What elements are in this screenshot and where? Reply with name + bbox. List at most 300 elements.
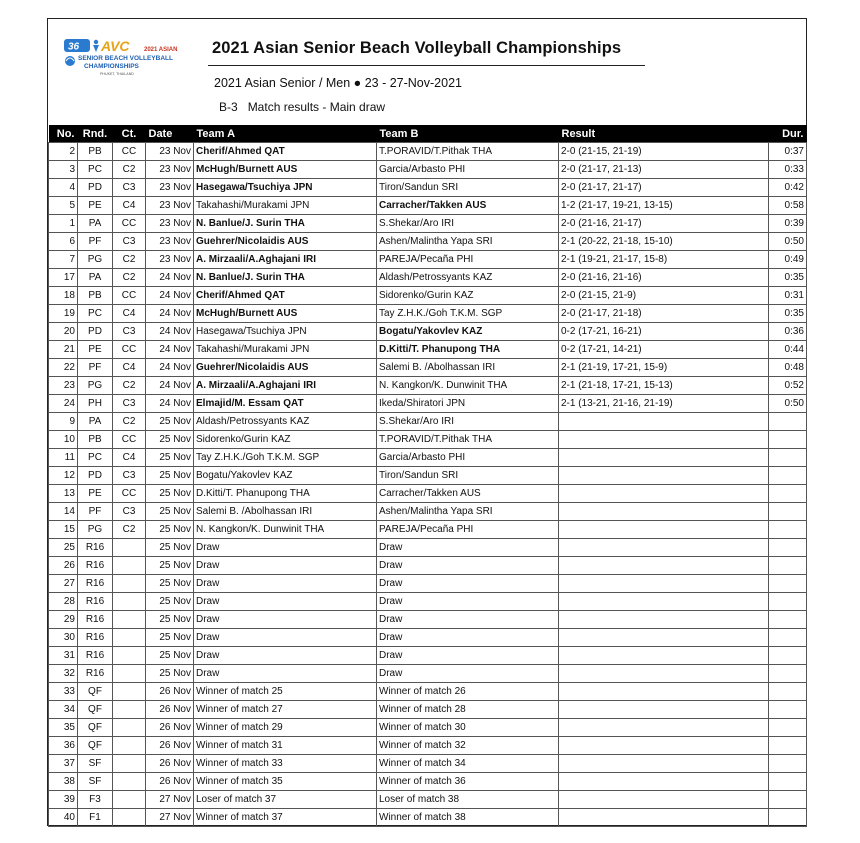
table-row: [49, 215, 807, 233]
logo-year-text: 2021 ASIAN: [144, 47, 178, 53]
result-cell: 2-0 (21-16, 21-17): [559, 215, 769, 233]
duration-cell: [769, 629, 807, 647]
table-row: [49, 683, 807, 701]
duration-cell: [769, 611, 807, 629]
team-b-cell: PAREJA/Pecaña PHI: [377, 521, 559, 539]
match-number-cell: 12: [49, 467, 78, 485]
match-number-cell: 23: [49, 377, 78, 395]
court-cell: C3: [113, 395, 146, 413]
team-b-cell: Winner of match 38: [377, 809, 559, 827]
round-cell: PG: [78, 377, 113, 395]
result-cell: [559, 755, 769, 773]
court-cell: [113, 611, 146, 629]
team-a-cell: McHugh/Burnett AUS: [194, 161, 377, 179]
team-b-cell: Winner of match 32: [377, 737, 559, 755]
result-cell: [559, 593, 769, 611]
round-cell: R16: [78, 647, 113, 665]
match-number-cell: 13: [49, 485, 78, 503]
team-b-cell: Salemi B. /Abolhassan IRI: [377, 359, 559, 377]
table-row: [49, 737, 807, 755]
duration-cell: 0:33: [769, 161, 807, 179]
duration-cell: [769, 683, 807, 701]
date-cell: 25 Nov: [146, 467, 194, 485]
court-cell: [113, 575, 146, 593]
table-row: [49, 233, 807, 251]
date-cell: 26 Nov: [146, 773, 194, 791]
round-cell: PD: [78, 179, 113, 197]
match-results-table: [48, 125, 807, 827]
duration-cell: [769, 485, 807, 503]
result-cell: [559, 413, 769, 431]
duration-cell: [769, 521, 807, 539]
team-b-cell: Carracher/Takken AUS: [377, 197, 559, 215]
date-cell: 23 Nov: [146, 143, 194, 161]
duration-cell: 0:39: [769, 215, 807, 233]
team-a-cell: Aldash/Petrossyants KAZ: [194, 413, 377, 431]
court-cell: [113, 755, 146, 773]
match-number-cell: 29: [49, 611, 78, 629]
date-cell: 25 Nov: [146, 611, 194, 629]
table-row: [49, 575, 807, 593]
round-cell: PF: [78, 503, 113, 521]
table-row: [49, 503, 807, 521]
team-a-cell: Cherif/Ahmed QAT: [194, 143, 377, 161]
table-row: [49, 719, 807, 737]
table-row: [49, 377, 807, 395]
duration-cell: [769, 431, 807, 449]
result-cell: 2-0 (21-17, 21-13): [559, 161, 769, 179]
result-cell: [559, 431, 769, 449]
date-cell: 25 Nov: [146, 593, 194, 611]
date-cell: 23 Nov: [146, 179, 194, 197]
court-cell: CC: [113, 215, 146, 233]
team-b-cell: Sidorenko/Gurin KAZ: [377, 287, 559, 305]
team-a-cell: Draw: [194, 557, 377, 575]
match-number-cell: 11: [49, 449, 78, 467]
table-row: [49, 647, 807, 665]
match-number-cell: 37: [49, 755, 78, 773]
duration-cell: 0:58: [769, 197, 807, 215]
duration-cell: [769, 647, 807, 665]
match-number-cell: 4: [49, 179, 78, 197]
court-cell: CC: [113, 431, 146, 449]
team-b-cell: Loser of match 38: [377, 791, 559, 809]
duration-cell: [769, 773, 807, 791]
table-row: [49, 521, 807, 539]
team-a-cell: Guehrer/Nicolaidis AUS: [194, 233, 377, 251]
table-row: [49, 449, 807, 467]
date-cell: 23 Nov: [146, 233, 194, 251]
date-cell: 25 Nov: [146, 665, 194, 683]
table-row: [49, 809, 807, 827]
round-cell: PE: [78, 197, 113, 215]
team-a-cell: Draw: [194, 611, 377, 629]
date-cell: 24 Nov: [146, 377, 194, 395]
round-cell: PD: [78, 323, 113, 341]
duration-cell: 0:50: [769, 233, 807, 251]
team-a-cell: Winner of match 37: [194, 809, 377, 827]
team-a-cell: Loser of match 37: [194, 791, 377, 809]
result-cell: [559, 809, 769, 827]
championship-logo: [62, 37, 198, 87]
court-cell: [113, 557, 146, 575]
table-row: [49, 287, 807, 305]
table-row: [49, 251, 807, 269]
match-number-cell: 7: [49, 251, 78, 269]
table-row: [49, 629, 807, 647]
round-cell: PB: [78, 287, 113, 305]
duration-cell: [769, 719, 807, 737]
duration-cell: 0:37: [769, 143, 807, 161]
court-cell: [113, 719, 146, 737]
duration-cell: [769, 467, 807, 485]
court-cell: [113, 791, 146, 809]
result-cell: [559, 557, 769, 575]
table-row: [49, 341, 807, 359]
round-cell: QF: [78, 737, 113, 755]
table-row: [49, 359, 807, 377]
match-number-cell: 10: [49, 431, 78, 449]
date-cell: 24 Nov: [146, 395, 194, 413]
team-a-cell: D.Kitti/T. Phanupong THA: [194, 485, 377, 503]
match-number-cell: 2: [49, 143, 78, 161]
table-row: [49, 539, 807, 557]
team-a-cell: Winner of match 27: [194, 701, 377, 719]
team-a-cell: Bogatu/Yakovlev KAZ: [194, 467, 377, 485]
team-a-cell: Draw: [194, 539, 377, 557]
table-row: [49, 197, 807, 215]
column-header-round: Rnd.: [78, 125, 113, 143]
team-a-cell: McHugh/Burnett AUS: [194, 305, 377, 323]
table-row: [49, 179, 807, 197]
round-cell: F1: [78, 809, 113, 827]
result-cell: [559, 485, 769, 503]
result-cell: 2-1 (19-21, 21-17, 15-8): [559, 251, 769, 269]
team-a-cell: Draw: [194, 629, 377, 647]
table-row: [49, 467, 807, 485]
page-title: 2021 Asian Senior Beach Volleyball Championships: [212, 39, 622, 57]
result-cell: [559, 503, 769, 521]
court-cell: [113, 647, 146, 665]
court-cell: [113, 737, 146, 755]
duration-cell: [769, 503, 807, 521]
round-cell: R16: [78, 575, 113, 593]
duration-cell: 0:36: [769, 323, 807, 341]
duration-cell: 0:50: [769, 395, 807, 413]
team-a-cell: Takahashi/Murakami JPN: [194, 197, 377, 215]
duration-cell: [769, 737, 807, 755]
date-cell: 23 Nov: [146, 161, 194, 179]
column-header-team-a: Team A: [194, 125, 377, 143]
court-cell: [113, 593, 146, 611]
round-cell: QF: [78, 719, 113, 737]
team-b-cell: Carracher/Takken AUS: [377, 485, 559, 503]
document-code: B-3: [219, 100, 238, 114]
document-subtitle: [219, 100, 395, 114]
court-cell: [113, 683, 146, 701]
date-cell: 23 Nov: [146, 197, 194, 215]
court-cell: C2: [113, 269, 146, 287]
match-number-cell: 24: [49, 395, 78, 413]
team-a-cell: N. Banlue/J. Surin THA: [194, 215, 377, 233]
round-cell: PF: [78, 359, 113, 377]
date-cell: 24 Nov: [146, 269, 194, 287]
duration-cell: [769, 665, 807, 683]
court-cell: C2: [113, 161, 146, 179]
logo-line-3: PHUKET, THAILAND: [100, 72, 134, 76]
court-cell: CC: [113, 485, 146, 503]
result-cell: 2-1 (21-19, 17-21, 15-9): [559, 359, 769, 377]
table-row: [49, 701, 807, 719]
result-cell: [559, 629, 769, 647]
duration-cell: [769, 575, 807, 593]
court-cell: C4: [113, 305, 146, 323]
team-a-cell: Takahashi/Murakami JPN: [194, 341, 377, 359]
duration-cell: 0:35: [769, 305, 807, 323]
date-cell: 24 Nov: [146, 341, 194, 359]
date-cell: 23 Nov: [146, 251, 194, 269]
result-cell: [559, 719, 769, 737]
court-cell: C2: [113, 377, 146, 395]
team-a-cell: Draw: [194, 575, 377, 593]
table-row: [49, 395, 807, 413]
match-number-cell: 32: [49, 665, 78, 683]
round-cell: R16: [78, 557, 113, 575]
court-cell: CC: [113, 287, 146, 305]
team-a-cell: Draw: [194, 593, 377, 611]
round-cell: PA: [78, 215, 113, 233]
duration-cell: [769, 593, 807, 611]
round-cell: PE: [78, 485, 113, 503]
court-cell: C3: [113, 323, 146, 341]
column-header-duration: Dur.: [769, 125, 807, 143]
team-b-cell: S.Shekar/Aro IRI: [377, 215, 559, 233]
match-number-cell: 28: [49, 593, 78, 611]
logo-line-2: CHAMPIONSHIPS: [84, 63, 139, 70]
match-number-cell: 40: [49, 809, 78, 827]
event-subtitle: 2021 Asian Senior / Men ● 23 - 27-Nov-2021: [214, 76, 462, 90]
result-cell: [559, 449, 769, 467]
table-row: [49, 413, 807, 431]
result-cell: 2-0 (21-16, 21-16): [559, 269, 769, 287]
date-cell: 25 Nov: [146, 539, 194, 557]
round-cell: SF: [78, 755, 113, 773]
round-cell: PB: [78, 143, 113, 161]
result-cell: [559, 791, 769, 809]
duration-cell: 0:52: [769, 377, 807, 395]
match-number-cell: 22: [49, 359, 78, 377]
date-cell: 25 Nov: [146, 647, 194, 665]
team-a-cell: Draw: [194, 647, 377, 665]
team-b-cell: D.Kitti/T. Phanupong THA: [377, 341, 559, 359]
match-number-cell: 31: [49, 647, 78, 665]
date-cell: 26 Nov: [146, 719, 194, 737]
team-a-cell: Winner of match 29: [194, 719, 377, 737]
court-cell: C3: [113, 233, 146, 251]
table-row: [49, 323, 807, 341]
duration-cell: [769, 809, 807, 827]
match-number-cell: 19: [49, 305, 78, 323]
result-cell: [559, 467, 769, 485]
svg-text:AVC: AVC: [101, 38, 130, 54]
svg-text:36: 36: [68, 41, 80, 53]
match-number-cell: 1: [49, 215, 78, 233]
team-b-cell: N. Kangkon/K. Dunwinit THA: [377, 377, 559, 395]
result-cell: [559, 611, 769, 629]
court-cell: C3: [113, 503, 146, 521]
court-cell: [113, 773, 146, 791]
court-cell: [113, 539, 146, 557]
duration-cell: 0:44: [769, 341, 807, 359]
duration-cell: [769, 701, 807, 719]
result-cell: 2-0 (21-15, 21-19): [559, 143, 769, 161]
table-row: [49, 431, 807, 449]
match-number-cell: 30: [49, 629, 78, 647]
team-a-cell: Draw: [194, 665, 377, 683]
date-cell: 25 Nov: [146, 413, 194, 431]
date-cell: 24 Nov: [146, 305, 194, 323]
date-cell: 24 Nov: [146, 323, 194, 341]
match-number-cell: 17: [49, 269, 78, 287]
duration-cell: [769, 791, 807, 809]
table-row: [49, 143, 807, 161]
match-number-cell: 33: [49, 683, 78, 701]
round-cell: F3: [78, 791, 113, 809]
date-cell: 26 Nov: [146, 737, 194, 755]
match-number-cell: 20: [49, 323, 78, 341]
round-cell: QF: [78, 701, 113, 719]
court-cell: C3: [113, 467, 146, 485]
match-number-cell: 27: [49, 575, 78, 593]
court-cell: C4: [113, 197, 146, 215]
table-row: [49, 755, 807, 773]
court-cell: CC: [113, 341, 146, 359]
avc-logo-icon: [62, 37, 198, 87]
match-number-cell: 26: [49, 557, 78, 575]
match-number-cell: 34: [49, 701, 78, 719]
results-sheet: [47, 18, 807, 826]
round-cell: PF: [78, 233, 113, 251]
document-name: Match results - Main draw: [247, 100, 386, 114]
team-b-cell: Draw: [377, 665, 559, 683]
round-cell: R16: [78, 593, 113, 611]
team-b-cell: Draw: [377, 593, 559, 611]
team-b-cell: Draw: [377, 557, 559, 575]
match-number-cell: 25: [49, 539, 78, 557]
result-cell: [559, 665, 769, 683]
duration-cell: 0:31: [769, 287, 807, 305]
match-number-cell: 18: [49, 287, 78, 305]
team-b-cell: Winner of match 30: [377, 719, 559, 737]
team-a-cell: Salemi B. /Abolhassan IRI: [194, 503, 377, 521]
result-cell: [559, 683, 769, 701]
team-a-cell: N. Banlue/J. Surin THA: [194, 269, 377, 287]
court-cell: C2: [113, 521, 146, 539]
team-b-cell: Winner of match 36: [377, 773, 559, 791]
duration-cell: 0:49: [769, 251, 807, 269]
court-cell: CC: [113, 143, 146, 161]
round-cell: PC: [78, 305, 113, 323]
result-cell: 0-2 (17-21, 16-21): [559, 323, 769, 341]
round-cell: PC: [78, 449, 113, 467]
team-a-cell: Hasegawa/Tsuchiya JPN: [194, 179, 377, 197]
team-b-cell: Ashen/Malintha Yapa SRI: [377, 503, 559, 521]
document-header: [48, 19, 806, 122]
date-cell: 25 Nov: [146, 629, 194, 647]
date-cell: 24 Nov: [146, 287, 194, 305]
match-number-cell: 21: [49, 341, 78, 359]
table-row: [49, 305, 807, 323]
round-cell: PG: [78, 521, 113, 539]
result-cell: [559, 575, 769, 593]
team-a-cell: Sidorenko/Gurin KAZ: [194, 431, 377, 449]
match-number-cell: 3: [49, 161, 78, 179]
team-a-cell: Winner of match 31: [194, 737, 377, 755]
duration-cell: [769, 413, 807, 431]
result-cell: 2-0 (21-15, 21-9): [559, 287, 769, 305]
date-cell: 26 Nov: [146, 701, 194, 719]
match-number-cell: 15: [49, 521, 78, 539]
team-a-cell: A. Mirzaali/A.Aghajani IRI: [194, 377, 377, 395]
date-cell: 24 Nov: [146, 359, 194, 377]
date-cell: 27 Nov: [146, 791, 194, 809]
team-a-cell: Elmajid/M. Essam QAT: [194, 395, 377, 413]
duration-cell: [769, 539, 807, 557]
team-b-cell: T.PORAVID/T.Pithak THA: [377, 143, 559, 161]
team-b-cell: S.Shekar/Aro IRI: [377, 413, 559, 431]
duration-cell: [769, 755, 807, 773]
team-b-cell: Tay Z.H.K./Goh T.K.M. SGP: [377, 305, 559, 323]
court-cell: [113, 809, 146, 827]
result-cell: [559, 773, 769, 791]
round-cell: R16: [78, 665, 113, 683]
table-header-row: [49, 125, 807, 143]
team-b-cell: Ikeda/Shiratori JPN: [377, 395, 559, 413]
team-b-cell: Winner of match 34: [377, 755, 559, 773]
duration-cell: 0:48: [769, 359, 807, 377]
result-cell: 2-1 (13-21, 21-16, 21-19): [559, 395, 769, 413]
date-cell: 25 Nov: [146, 485, 194, 503]
table-row: [49, 593, 807, 611]
duration-cell: 0:35: [769, 269, 807, 287]
match-number-cell: 5: [49, 197, 78, 215]
team-b-cell: T.PORAVID/T.Pithak THA: [377, 431, 559, 449]
team-a-cell: Cherif/Ahmed QAT: [194, 287, 377, 305]
date-cell: 25 Nov: [146, 449, 194, 467]
match-number-cell: 6: [49, 233, 78, 251]
date-cell: 25 Nov: [146, 503, 194, 521]
round-cell: PC: [78, 161, 113, 179]
result-cell: 2-0 (21-17, 21-17): [559, 179, 769, 197]
round-cell: R16: [78, 611, 113, 629]
team-b-cell: Draw: [377, 575, 559, 593]
team-b-cell: Draw: [377, 629, 559, 647]
court-cell: C3: [113, 179, 146, 197]
team-b-cell: Tiron/Sandun SRI: [377, 467, 559, 485]
column-header-date: Date: [146, 125, 194, 143]
logo-line-1: SENIOR BEACH VOLLEYBALL: [78, 55, 173, 62]
round-cell: PB: [78, 431, 113, 449]
match-number-cell: 38: [49, 773, 78, 791]
round-cell: PG: [78, 251, 113, 269]
court-cell: C4: [113, 359, 146, 377]
date-cell: 26 Nov: [146, 683, 194, 701]
round-cell: PD: [78, 467, 113, 485]
team-a-cell: Winner of match 25: [194, 683, 377, 701]
result-cell: [559, 521, 769, 539]
team-b-cell: Garcia/Arbasto PHI: [377, 161, 559, 179]
team-b-cell: Draw: [377, 611, 559, 629]
